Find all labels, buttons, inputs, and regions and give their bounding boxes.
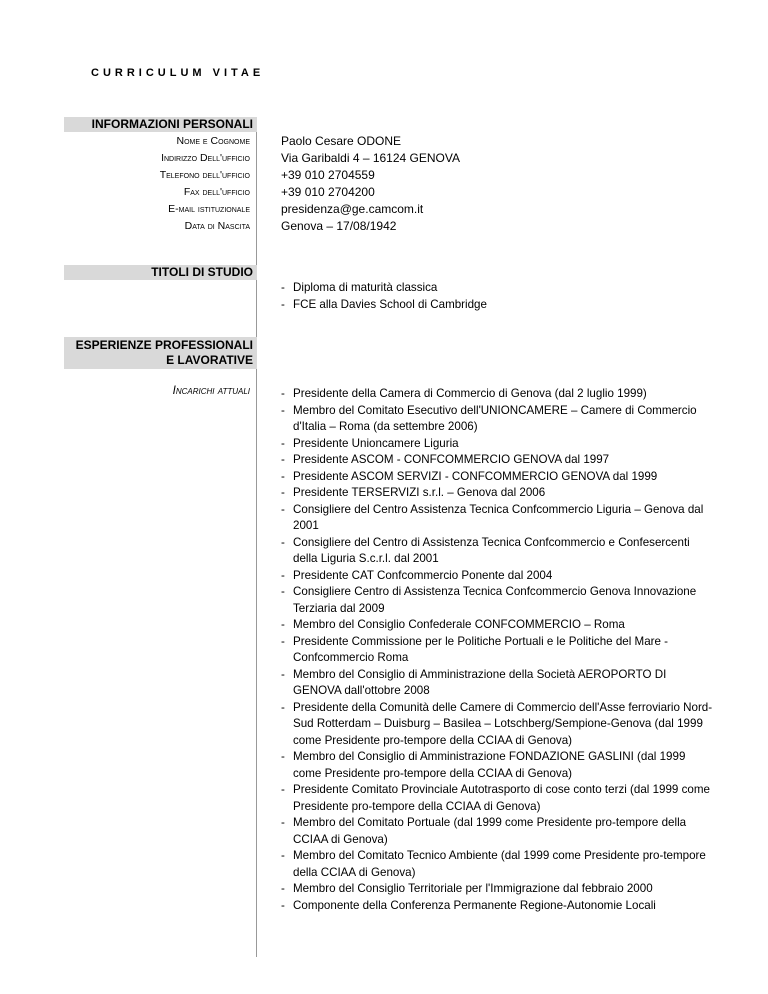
list-item: - Membro del Consiglio Confederale CONFCOMMERCIO – Roma [281,617,713,634]
list-item: - Presidente Comitato Provinciale Autotrasporto di cose conto terzi (dal 1999 come Presidente pro-tempore della CCIAA di Genova) [281,782,713,815]
label-current-roles: Incarichi attuali [172,385,250,397]
list-item: - Presidente ASCOM - CONFCOMMERCIO GENOVA dal 1997 [281,452,713,469]
list-item: - Presidente della Camera di Commercio di Genova (dal 2 luglio 1999) [281,386,713,403]
label-office-fax: Fax dell'ufficio [183,186,250,198]
list-item: - Membro del Consiglio Territoriale per l'Immigrazione dal febbraio 2000 [281,881,713,898]
heading-line: E LAVORATIVE [166,353,253,367]
label-email: E-mail istituzionale [168,203,250,215]
column-divider [256,117,257,957]
list-item: - Membro del Consiglio di Amministrazione della Società AEROPORTO DI GENOVA dall'ottobre 2008 [281,667,713,700]
value-email[interactable]: presidenza@ge.camcom.it [281,202,424,216]
section-heading-education: TITOLI DI STUDIO [64,265,257,280]
list-item: - FCE alla Davies School di Cambridge [281,297,713,314]
list-item: - Presidente CAT Confcommercio Ponente dal 2004 [281,568,713,585]
value-office-phone: +39 010 2704559 [281,168,375,182]
list-item: - Presidente TERSERVIZI s.r.l. – Genova dal 2006 [281,485,713,502]
list-item: - Membro del Comitato Tecnico Ambiente (dal 1999 come Presidente pro-tempore della CCIAA di Genova) [281,848,713,881]
list-item: - Consigliere Centro di Assistenza Tecnica Confcommercio Genova Innovazione Terziaria dal 2009 [281,584,713,617]
label-birth: Data di Nascita [184,220,250,232]
list-item: - Membro del Consiglio di Amministrazione FONDAZIONE GASLINI (dal 1999 come Presidente pro-tempore della CCIAA di Genova) [281,749,713,782]
value-name: Paolo Cesare ODONE [281,134,402,148]
section-heading-experience [64,337,257,369]
list-item: - Presidente ASCOM SERVIZI - CONFCOMMERCIO GENOVA dal 1999 [281,469,713,486]
list-item: - Presidente Unioncamere Liguria [281,436,713,453]
label-office-phone: Telefono dell'ufficio [159,169,250,181]
current-roles-list [281,386,713,914]
list-item: - Consigliere del Centro di Assistenza Tecnica Confcommercio e Confesercenti della Liguria S.c.r.l. dal 2001 [281,535,713,568]
heading-line: ESPERIENZE PROFESSIONALI [75,338,253,352]
list-item: - Diploma di maturità classica [281,280,713,297]
value-office-fax: +39 010 2704200 [281,185,375,199]
label-name: Nome e Cognome [176,135,250,147]
list-item: - Presidente Commissione per le Politiche Portuali e le Politiche del Mare - Confcommercio Roma [281,634,713,667]
value-office-address: Via Garibaldi 4 – 16124 GENOVA [281,151,460,165]
section-heading-personal: INFORMAZIONI PERSONALI [64,117,257,132]
document-title: CURRICULUM VITAE [91,67,265,79]
value-birth: Genova – 17/08/1942 [281,219,397,233]
list-item: - Membro del Comitato Esecutivo dell'UNIONCAMERE – Camere di Commercio d'Italia – Roma (da settembre 2006) [281,403,713,436]
label-office-address: Indirizzo Dell'ufficio [161,152,250,164]
list-item: - Componente della Conferenza Permanente Regione-Autonomie Locali [281,898,713,915]
list-item: - Presidente della Comunità delle Camere di Commercio dell'Asse ferroviario Nord-Sud Rotterdam – Duisburg – Basilea – Lotschberg/Sempione-Genova (dal 1999 come Presidente pro-tempore della CCIAA di Genova) [281,700,713,750]
education-list [281,280,713,313]
list-item: - Membro del Comitato Portuale (dal 1999 come Presidente pro-tempore della CCIAA di Genova) [281,815,713,848]
list-item: - Consigliere del Centro Assistenza Tecnica Confcommercio Liguria – Genova dal 2001 [281,502,713,535]
